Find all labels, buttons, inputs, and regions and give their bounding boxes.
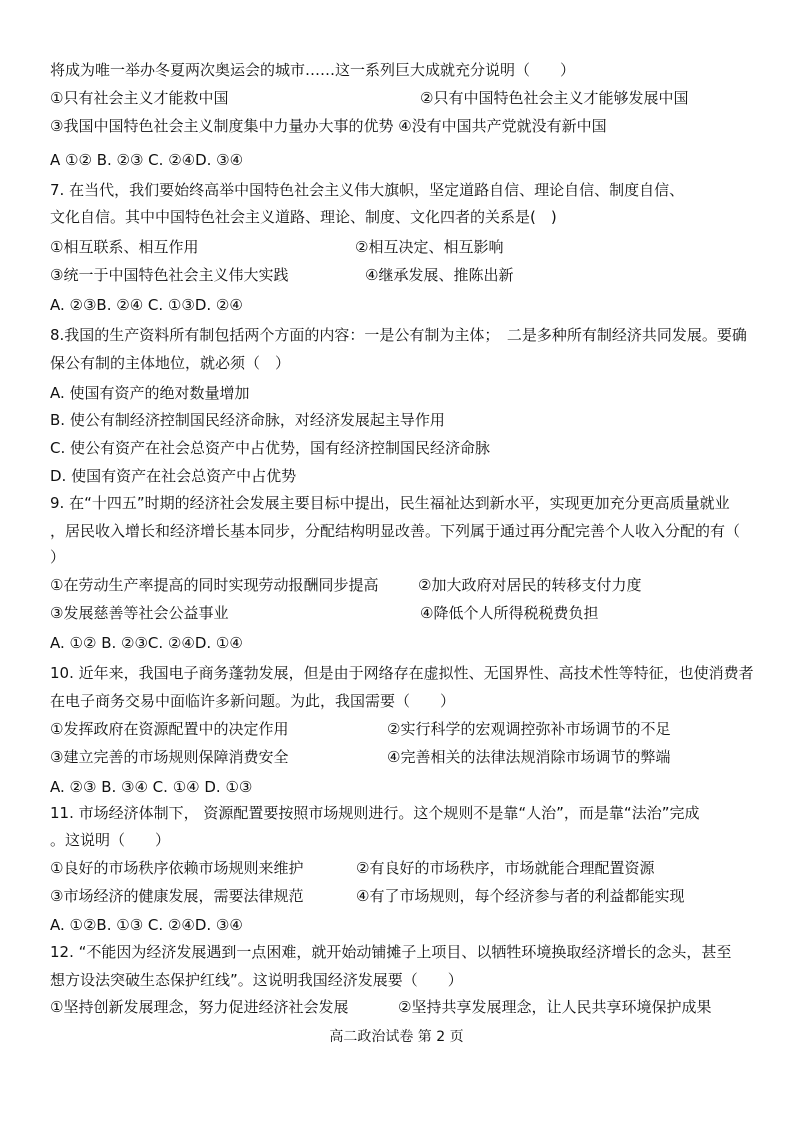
- option-right: ④完善相关的法律法规消除市场调节的弊端: [387, 748, 671, 766]
- option-right: ②实行科学的宏观调控弥补市场调节的不足: [387, 720, 671, 738]
- page-footer: 高二政治试卷 第 2 页: [329, 1029, 464, 1045]
- text-line: A. 使国有资产的绝对数量增加: [50, 384, 250, 402]
- option-left: ①良好的市场秩序依赖市场规则来维护: [50, 859, 304, 877]
- text-line: [50, 265, 750, 285]
- text-line: 12. “不能因为经济发展遇到一点困难，就开始动铺摊子上项目、以牺牲环境换取经济增长的念头，甚至: [50, 943, 732, 961]
- option-right: ②有良好的市场秩序，市场就能合理配置资源: [356, 859, 655, 877]
- text-line: [50, 88, 750, 108]
- text-line: [50, 997, 750, 1017]
- text-line: D. 使国有资产在社会总资产中占优势: [50, 467, 297, 485]
- text-line: A. ①② B. ②③C. ②④D. ①④: [50, 634, 243, 652]
- text-line: [50, 575, 750, 595]
- option-left: ①坚持创新发展理念，努力促进经济社会发展: [50, 998, 349, 1016]
- option-right: ④继承发展、推陈出新: [365, 266, 514, 284]
- text-line: 。这说明（ ）: [50, 831, 171, 849]
- option-left: ③市场经济的健康发展，需要法律规范: [50, 887, 304, 905]
- text-line: 文化自信。其中中国特色社会主义道路、理论、制度、文化四者的关系是( ): [50, 208, 557, 226]
- text-line: 想方设法突破生态保护红线”。这说明我国经济发展要（ ）: [50, 971, 463, 989]
- option-left: ③建立完善的市场规则保障消费安全: [50, 748, 289, 766]
- option-left: ①相互联系、相互作用: [50, 238, 199, 256]
- text-line: A ①② B. ②③ C. ②④D. ③④: [50, 151, 244, 169]
- text-line: 11. 市场经济体制下， 资源配置要按照市场规则进行。这个规则不是靠“人治”，而是靠“法治”完成: [50, 804, 700, 822]
- option-left: ①在劳动生产率提高的同时实现劳动报酬同步提高: [50, 576, 379, 594]
- text-line: 在电子商务交易中面临许多新问题。为此，我国需要（ ）: [50, 692, 456, 710]
- text-line: [50, 858, 750, 878]
- text-line: ）: [50, 548, 66, 566]
- text-line: B. 使公有制经济控制国民经济命脉，对经济发展起主导作用: [50, 411, 445, 429]
- text-line: 10. 近年来，我国电子商务蓬勃发展，但是由于网络存在虚拟性、无国界性、高技术性等特征，也使消费者: [50, 664, 754, 682]
- option-left: ①只有社会主义才能救中国: [50, 89, 229, 107]
- option-left: ③发展慈善等社会公益事业: [50, 604, 229, 622]
- text-line: [50, 719, 750, 739]
- text-line: A. ②③ B. ③④ C. ①④ D. ①③: [50, 778, 253, 796]
- text-line: ，居民收入增长和经济增长基本同步，分配结构明显改善。下列属于通过再分配完善个人收入分配的有（: [50, 522, 741, 540]
- text-line: ③我国中国特色社会主义制度集中力量办大事的优势 ④没有中国共产党就没有新中国: [50, 117, 607, 135]
- text-line: 将成为唯一举办冬夏两次奥运会的城市……这一系列巨大成就充分说明（ ）: [50, 61, 576, 79]
- text-line: [50, 603, 750, 623]
- option-right: ②相互决定、相互影响: [355, 238, 504, 256]
- text-line: [50, 886, 750, 906]
- text-line: [50, 237, 750, 257]
- text-line: [50, 747, 750, 767]
- option-left: ③统一于中国特色社会主义伟大实践: [50, 266, 289, 284]
- text-line: 9. 在“十四五”时期的经济社会发展主要目标中提出，民生福祉达到新水平，实现更加充分更高质量就业: [50, 494, 730, 512]
- text-line: A. ②③B. ②④ C. ①③D. ②④: [50, 296, 243, 314]
- text-line: 保公有制的主体地位，就必须（ ）: [50, 354, 291, 372]
- text-line: 7. 在当代，我们要始终高举中国特色社会主义伟大旗帜，坚定道路自信、理论自信、制度自信、: [50, 181, 685, 199]
- option-right: ②坚持共享发展理念，让人民共享环境保护成果: [398, 998, 712, 1016]
- option-right: ②只有中国特色社会主义才能够发展中国: [420, 89, 689, 107]
- option-right: ④有了市场规则，每个经济参与者的利益都能实现: [356, 887, 685, 905]
- text-line: C. 使公有资产在社会总资产中占优势，国有经济控制国民经济命脉: [50, 439, 491, 457]
- option-left: ①发挥政府在资源配置中的决定作用: [50, 720, 289, 738]
- text-line: A. ①②B. ①③ C. ②④D. ③④: [50, 916, 243, 934]
- option-right: ④降低个人所得税税费负担: [420, 604, 599, 622]
- option-right: ②加大政府对居民的转移支付力度: [418, 576, 642, 594]
- text-line: 8.我国的生产资料所有制包括两个方面的内容：一是公有制为主体； 二是多种所有制经济共同发展。要确: [50, 326, 747, 344]
